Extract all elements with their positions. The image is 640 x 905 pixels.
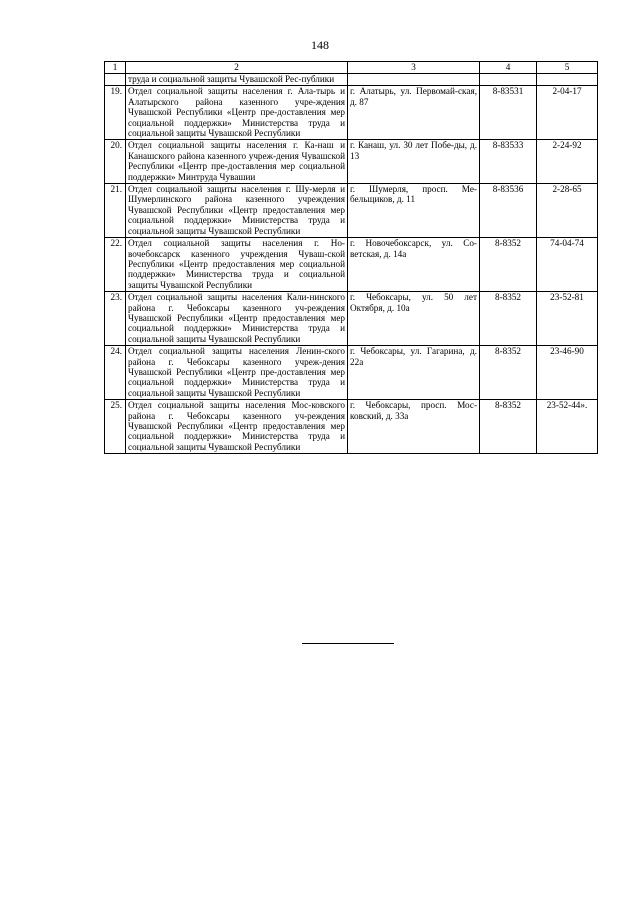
row-number: 21. (105, 184, 126, 238)
table-row (105, 184, 598, 238)
office-name: Отдел социальной защиты населения г. Ка-наш и Канашского района казенного учреж-дения Чувашской Республики «Центр пре-доставления мер социальной поддержки» Минтруда Чувашии (126, 140, 348, 184)
office-address: г. Шумерля, просп. Ме-бельщиков, д. 11 (348, 184, 480, 238)
row-number: 23. (105, 292, 126, 346)
phone-code: 8-83533 (480, 140, 537, 184)
office-address: г. Чебоксары, ул. Гагарина, д. 22а (348, 346, 480, 400)
office-name: Отдел социальной защиты населения Мос-ковского района г. Чебоксары казенного уч-реждения Чувашской Республики «Центр предоставления мер социальной поддержки» Министерства труда и социальной защиты Чувашской Республики (126, 400, 348, 454)
phone-number: 2-24-92 (537, 140, 598, 184)
office-address: г. Чебоксары, ул. 50 лет Октября, д. 10а (348, 292, 480, 346)
office-name: Отдел социальной защиты населения г. Но-вочебоксарск казенного учреждения Чуваш-ской Республики «Центр предоставления мер социальной поддержки» Министерства труда и социальной защиты Чувашской Республики (126, 238, 348, 292)
row-number: 24. (105, 346, 126, 400)
office-address (348, 74, 480, 86)
phone-code (480, 74, 537, 86)
office-name: Отдел социальной защиты населения г. Ала-тырь и Алатырского района казенного учре-ждения Чувашской Республики «Центр пре-доставления мер социальной поддержки» Министерства труда и социальной защиты Чувашской Республики (126, 86, 348, 140)
table-body (105, 62, 598, 454)
header-col-3: 3 (348, 62, 480, 74)
header-col-2: 2 (126, 62, 348, 74)
phone-number: 2-28-65 (537, 184, 598, 238)
table-row (105, 140, 598, 184)
phone-number: 23-52-81 (537, 292, 598, 346)
phone-code: 8-83531 (480, 86, 537, 140)
header-col-1: 1 (105, 62, 126, 74)
phone-number: 2-04-17 (537, 86, 598, 140)
office-address: г. Чебоксары, просп. Мос-ковский, д. 33а (348, 400, 480, 454)
phone-code: 8-8352 (480, 400, 537, 454)
table-row (105, 400, 598, 454)
row-number: 19. (105, 86, 126, 140)
page-number: 148 (311, 38, 329, 52)
phone-code: 8-8352 (480, 238, 537, 292)
phone-number (537, 74, 598, 86)
footer-rule (302, 643, 394, 644)
office-name: Отдел социальной защиты населения г. Шу-мерля и Шумерлинского района казенного учреждения Чувашской Республики «Центр предоставления мер социальной поддержки» Министерства труда и социальной защиты Чувашской Республики (126, 184, 348, 238)
table-row (105, 346, 598, 400)
office-address: г. Новочебоксарск, ул. Со-ветская, д. 14а (348, 238, 480, 292)
header-col-4: 4 (480, 62, 537, 74)
table-row (105, 238, 598, 292)
phone-code: 8-8352 (480, 346, 537, 400)
row-number: 22. (105, 238, 126, 292)
row-number: 20. (105, 140, 126, 184)
table-header-row (105, 62, 598, 74)
phone-number: 23-46-90 (537, 346, 598, 400)
offices-table (104, 61, 598, 454)
table-row (105, 86, 598, 140)
table-row (105, 74, 598, 86)
table-row (105, 292, 598, 346)
phone-number: 74-04-74 (537, 238, 598, 292)
office-name: труда и социальной защиты Чувашской Рес-публики (126, 74, 348, 86)
office-address: г. Алатырь, ул. Первомай-ская, д. 87 (348, 86, 480, 140)
header-col-5: 5 (537, 62, 598, 74)
row-number: 25. (105, 400, 126, 454)
office-name: Отдел социальной защиты населения Ленин-ского района г. Чебоксары казенного учреж-дения Чувашской Республики «Центр пре-доставления мер социальной поддержки» Министерства труда и социальной защиты Чувашской Республики (126, 346, 348, 400)
row-number (105, 74, 126, 86)
phone-number: 23-52-44». (537, 400, 598, 454)
phone-code: 8-83536 (480, 184, 537, 238)
office-address: г. Канаш, ул. 30 лет Побе-ды, д. 13 (348, 140, 480, 184)
phone-code: 8-8352 (480, 292, 537, 346)
office-name: Отдел социальной защиты населения Кали-нинского района г. Чебоксары казенного уч-реждения Чувашской Республики «Центр предоставления мер социальной поддержки» Министерства труда и социальной защиты Чувашской Республики (126, 292, 348, 346)
